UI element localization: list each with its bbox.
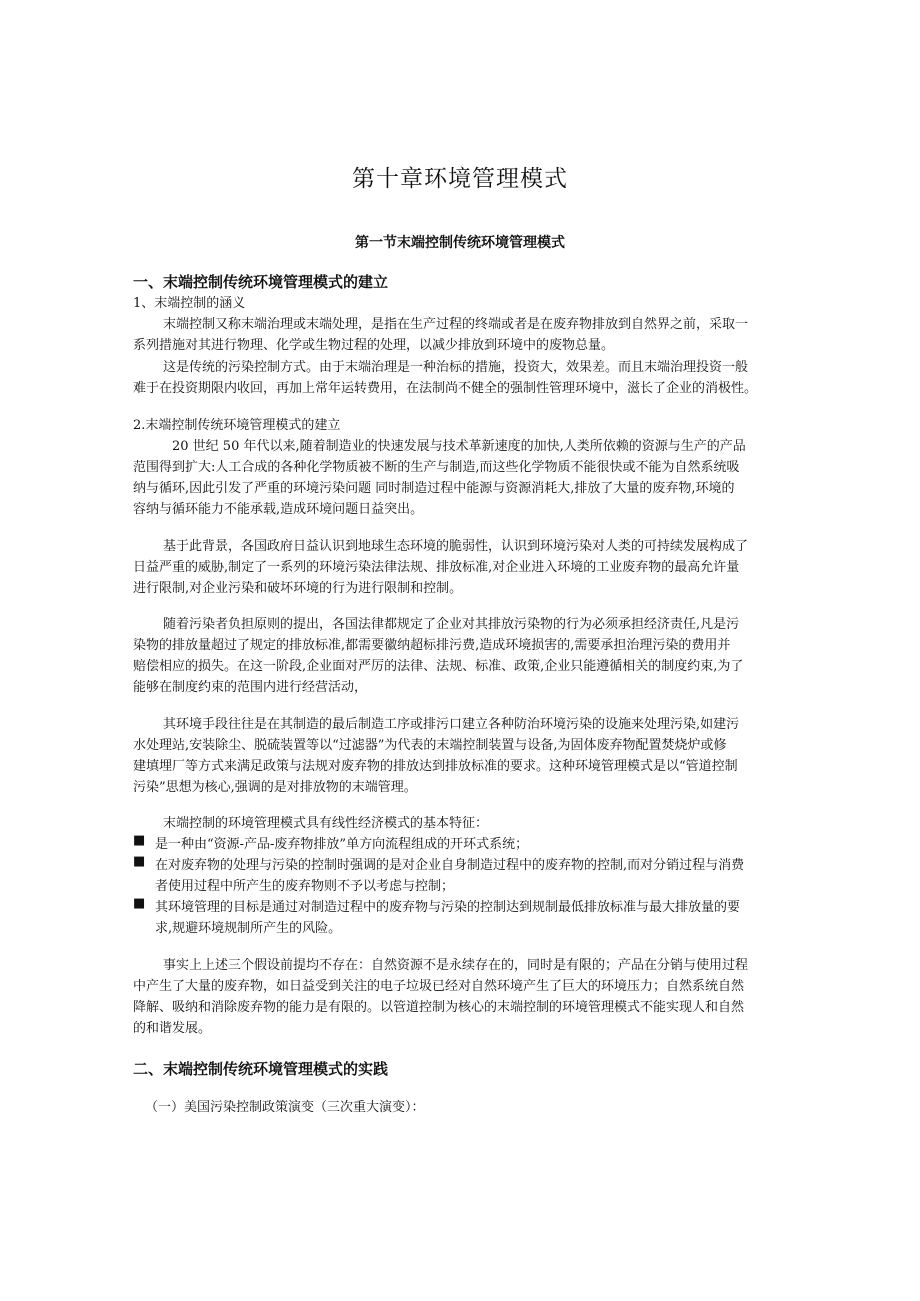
bullet-square-icon: ■: [133, 833, 146, 848]
paragraph-6-line: 污染”思想为核心,强调的是对排放物的末端管理。: [133, 780, 417, 795]
paragraph-5-line: 随着污染者负担原则的提出，各国法律都规定了企业对其排放污染物的行为必须承担经济责任,凡是污: [163, 617, 740, 632]
paragraph-4-line: 基于此背景，各国政府日益认识到地球生态环境的脆弱性，认识到环境污染对人类的可持续发展构成了: [163, 539, 749, 554]
bullet-item: 是一种由“资源-产品-废弃物排放”单方向流程组成的开环式系统；: [155, 837, 529, 852]
paragraph-6-line: 其环境手段往往是在其制造的最后制造工序或排污口建立各种防治环境污染的设施来处理污染,如建污: [163, 717, 740, 732]
chapter-title: 第十章环境管理模式: [352, 166, 568, 192]
paragraph-3-line: 容纳与循环能力不能承载,造成环境问题日益突出。: [133, 502, 424, 517]
paragraph-5-line: 赔偿相应的损失。在这一阶段,企业面对严厉的法律、法规、标准、政策,企业只能遵循相关的制度约束,为了: [133, 659, 744, 674]
paragraph-8-line: 事实上上述三个假设前提均不存在：自然资源不是永续存在的，同时是有限的；产品在分销与使用过程: [163, 958, 749, 973]
subheading-1: 1、末端控制的涵义: [133, 296, 246, 311]
heading-2: 二、末端控制传统环境管理模式的实践: [133, 1060, 389, 1078]
paragraph-3-line: 范围得到扩大:人工合成的各种化学物质被不断的生产与制造,而这些化学物质不能很快或不能为自然系统吸: [133, 460, 740, 475]
paragraph-5-line: 能够在制度约束的范围内进行经营活动，: [133, 680, 368, 695]
heading-1: 一、末端控制传统环境管理模式的建立: [133, 273, 389, 291]
bullet-square-icon: ■: [133, 896, 146, 911]
bullet-item: 在对废弃物的处理与污染的控制时强调的是对企业自身制造过程中的废弃物的控制,而对分销过程与消费: [155, 858, 745, 873]
paragraph-5-line: 染物的排放量超过了规定的排放标准,都需要徽纳超标排污费,造成环境损害的,需要承担治理污染的费用并: [133, 638, 731, 653]
bullet-item-continuation: 求,规避环境规制所产生的风险。: [155, 921, 342, 936]
paragraph-4-line: 进行限制,对企业污染和破坏环境的行为进行限制和控制。: [133, 581, 463, 596]
paragraph-3-line: 纳与循环,因此引发了严重的环境污染问题 同时制造过程中能源与资源消耗大,排放了大量的废弃物,环境的: [133, 481, 735, 496]
paragraph-2-line: 难于在投资期限内收回，再加上常年运转费用，在法制尚不健全的强制性管理环境中，滋长了企业的消极性。: [133, 381, 758, 396]
paragraph-7: 末端控制的环境管理模式具有线性经济模式的基本特征：: [163, 816, 489, 831]
paragraph-8-line: 降解、吸纳和消除废弃物的能力是有限的。以管道控制为核心的末端控制的环境管理模式不能实现人和自然: [133, 1000, 745, 1015]
paragraph-2-line: 这是传统的污染控制方式。由于末端治理是一种治标的措施，投资大，效果差。而且末端治理投资一般: [163, 360, 749, 375]
subheading-3: （一）美国污染控制政策演变（三次重大演变）：: [145, 1100, 425, 1115]
subheading-2: 2.末端控制传统环境管理模式的建立: [133, 418, 341, 433]
paragraph-6-line: 建填埋厂等方式来满足政策与法规对废弃物的排放达到排放标准的要求。这种环境管理模式是以“管道控制: [133, 759, 738, 774]
paragraph-8-line: 的和谐发展。: [133, 1021, 212, 1036]
paragraph-8-line: 中产生了大量的废弃物，如日益受到关注的电子垃圾已经对自然环境产生了巨大的环境压力；自然系统自然: [133, 979, 745, 994]
section-title: 第一节末端控制传统环境管理模式: [355, 235, 565, 251]
bullet-item-continuation: 者使用过程中所产生的废弃物则不予以考虑与控制；: [155, 879, 455, 894]
paragraph-1-line: 末端控制又称末端治理或末端处理，是指在生产过程的终端或者是在废弃物排放到自然界之前，采取一: [163, 317, 749, 332]
paragraph-3-line: 20 世纪 50 年代以来,随着制造业的快速发展与技术革新速度的加快,人类所依赖的资源与生产的产品: [172, 439, 746, 454]
paragraph-1-line: 系列措施对其进行物理、化学或生物过程的处理，以减少排放到环境中的废物总量。: [133, 338, 615, 353]
bullet-item: 其环境管理的目标是通过对制造过程中的废弃物与污染的控制达到规制最低排放标准与最大排放量的要: [155, 900, 741, 915]
paragraph-4-line: 日益严重的威胁,制定了一系列的环境污染法律法规、排放标准,对企业进入环境的工业废弃物的最高允许量: [133, 560, 740, 575]
bullet-square-icon: ■: [133, 854, 146, 869]
paragraph-6-line: 水处理站,安装除尘、脱硫装置等以“过滤器”为代表的末端控制装置与设备,为固体废弃物配置焚烧炉或修: [133, 738, 727, 753]
